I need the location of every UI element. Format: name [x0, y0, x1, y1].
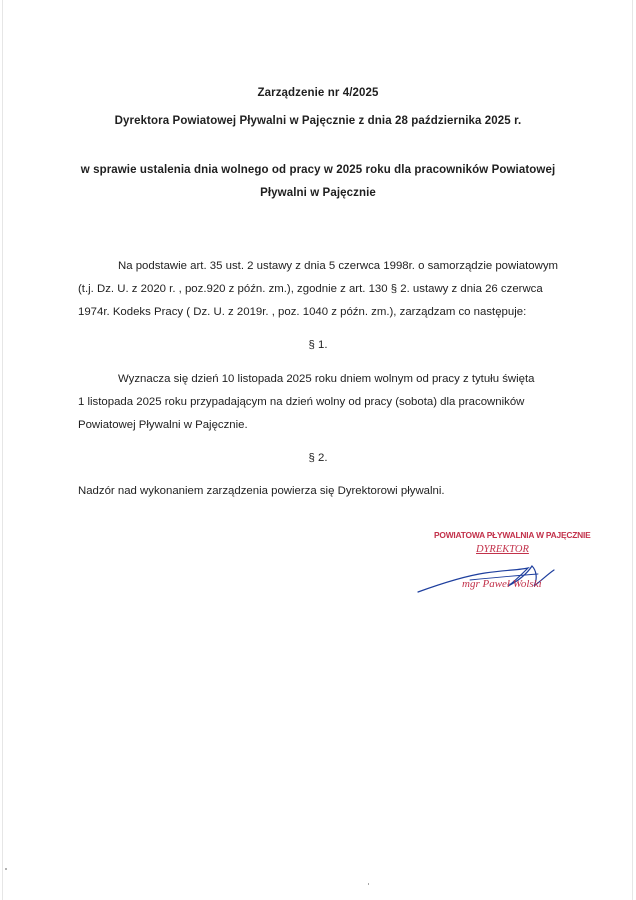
section-1-line-2: 1 listopada 2025 roku przypadającym na dzień wolny od pracy (sobota) dla pracowników [78, 396, 525, 408]
section-2-text: Nadzór nad wykonaniem zarządzenia powierza się Dyrektorowi pływalni. [78, 485, 445, 497]
stamp-institution: POWIATOWA PŁYWALNIA W PAJĘCZNIE [434, 530, 591, 540]
scan-speck [5, 868, 7, 870]
basis-line-1: Na podstawie art. 35 ust. 2 ustawy z dnia 5 czerwca 1998r. o samorządzie powiatowym [118, 260, 559, 272]
section-2-heading: § 2. [308, 452, 328, 464]
stamp-role: DYREKTOR [476, 544, 529, 555]
basis-line-3: 1974r. Kodeks Pracy ( Dz. U. z 2019r. , poz. 1040 z późn. zm.), zarządzam co następuje: [78, 306, 527, 318]
section-1-heading: § 1. [308, 339, 328, 351]
subject-line-2: Pływalni w Pajęcznie [260, 187, 376, 199]
document-subtitle: Dyrektora Powiatowej Pływalni w Pajęcznie z dnia 28 października 2025 r. [114, 115, 522, 127]
stamp-name: mgr Paweł Wolski [462, 578, 542, 590]
document-title: Zarządzenie nr 4/2025 [257, 87, 379, 99]
official-stamp [420, 528, 600, 598]
section-1-line-3: Powiatowej Pływalni w Pajęcznie. [78, 419, 248, 431]
scan-speck [368, 883, 369, 885]
basis-line-2: (t.j. Dz. U. z 2020 r. , poz.920 z późn. zm.), zgodnie z art. 130 § 2. ustawy z dnia 26 czerwca [78, 283, 543, 295]
subject-line-1: w sprawie ustalenia dnia wolnego od pracy w 2025 roku dla pracowników Powiatowej [80, 164, 556, 176]
section-1-line-1: Wyznacza się dzień 10 listopada 2025 roku dniem wolnym od pracy z tytułu święta [118, 373, 535, 385]
